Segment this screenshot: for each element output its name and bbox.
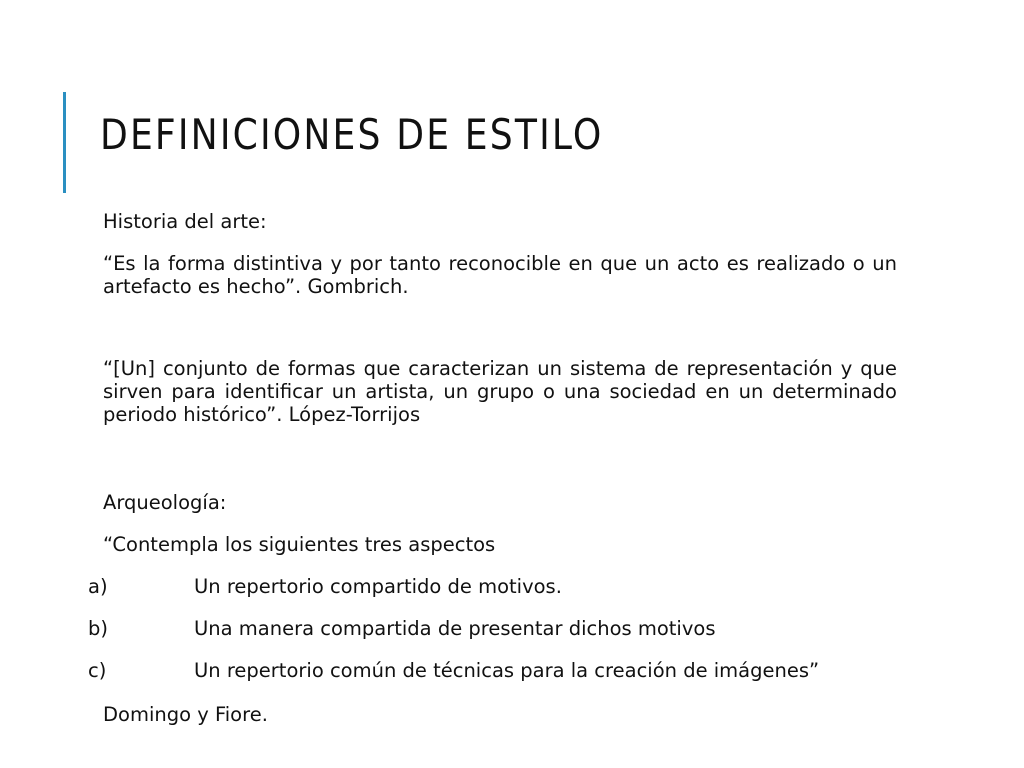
section-heading-archaeology: Arqueología: — [103, 491, 227, 514]
list-marker: b) — [88, 617, 108, 640]
list-item-text: Un repertorio compartido de motivos. — [194, 575, 562, 598]
quote-intro-aspects: “Contempla los siguientes tres aspectos — [103, 533, 496, 556]
citation-domingo-fiore: Domingo y Fiore. — [103, 703, 268, 726]
slide-title: DEFINICIONES DE ESTILO — [100, 110, 604, 159]
list-marker: c) — [88, 659, 107, 682]
list-item-text: Un repertorio común de técnicas para la creación de imágenes” — [194, 659, 820, 682]
list-marker: a) — [88, 575, 108, 598]
list-item-text: Una manera compartida de presentar dichos motivos — [194, 617, 716, 640]
title-accent-bar — [63, 92, 66, 193]
quote-lopez-torrijos: “[Un] conjunto de formas que caracterizan un sistema de representación y que sirven para identificar un artista, un grupo o una sociedad en un determinado periodo histórico”. López-Torrijos — [103, 357, 897, 426]
section-heading-art-history: Historia del arte: — [103, 210, 267, 233]
quote-gombrich: “Es la forma distintiva y por tanto reconocible en que un acto es realizado o un artefacto es hecho”. Gombrich. — [103, 252, 897, 298]
